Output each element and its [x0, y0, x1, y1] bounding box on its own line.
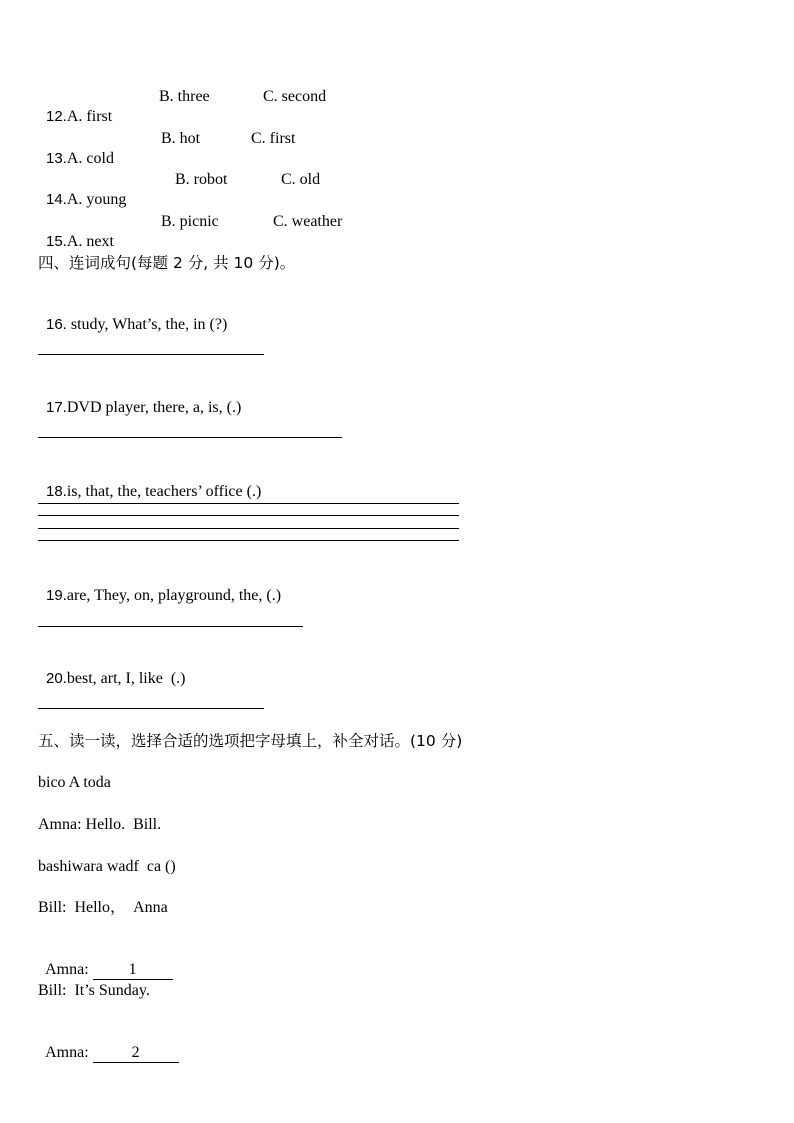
mc-row-15 — [38, 212, 438, 250]
question-number: 14. — [46, 191, 67, 208]
section-5-heading: 五、读一读，选择合适的选项把字母填上，补全对话。(10 分) — [38, 732, 463, 750]
option-a: A. young — [66, 191, 127, 208]
question-number: 17. — [46, 399, 67, 416]
question-17 — [38, 378, 241, 418]
option-b: B. robot — [175, 171, 228, 188]
question-number: 15. — [46, 233, 67, 250]
question-text: study, What’s, the, in (?) — [66, 316, 228, 333]
answer-line[interactable] — [38, 354, 264, 355]
section-4-heading: 四、连词成句(每题 2 分, 共 10 分)。 — [38, 254, 296, 272]
option-b: B. three — [159, 88, 210, 105]
dialogue-line: bico A toda — [38, 774, 111, 791]
option-c: C. old — [281, 171, 321, 188]
dialogue-line: Amna: Hello. Bill. — [38, 816, 162, 833]
question-number: 19. — [46, 587, 67, 604]
mc-row-13 — [38, 129, 438, 167]
question-number: 20. — [46, 670, 67, 687]
mc-row-14 — [38, 170, 438, 208]
answer-blank-1[interactable]: 1 — [93, 961, 173, 980]
question-number: 16. — [46, 316, 67, 333]
mc-row-12 — [38, 87, 438, 125]
answer-blank-2[interactable]: 2 — [93, 1044, 179, 1063]
question-16 — [38, 295, 227, 335]
option-c: C. second — [263, 88, 327, 105]
option-a: A. first — [66, 108, 113, 125]
option-a: A. next — [66, 233, 114, 250]
dialogue-line: bashiwara wadf ca () — [38, 858, 176, 875]
question-text: best, art, I, like (.) — [66, 670, 186, 687]
option-b: B. hot — [161, 130, 201, 147]
answer-line[interactable] — [38, 528, 459, 529]
question-20 — [38, 649, 185, 689]
answer-line[interactable] — [38, 515, 459, 516]
question-text: are, They, on, playground, the, (.) — [66, 587, 282, 604]
question-18 — [38, 462, 261, 502]
dialogue-line: Bill: Hello， Anna — [38, 899, 168, 916]
answer-line[interactable] — [38, 626, 303, 627]
answer-line[interactable] — [38, 708, 264, 709]
question-number: 13. — [46, 150, 67, 167]
answer-line[interactable] — [38, 503, 459, 504]
speaker-label: Amna: — [45, 1044, 93, 1061]
option-c: C. first — [251, 130, 296, 147]
question-number: 12. — [46, 108, 67, 125]
option-a: A. cold — [66, 150, 114, 167]
dialogue-line: Bill: It’s Sunday. — [38, 982, 150, 999]
speaker-label: Amna: — [45, 961, 93, 978]
question-text: DVD player, there, a, is, (.) — [66, 399, 242, 416]
answer-line[interactable] — [38, 540, 459, 541]
answer-line[interactable] — [38, 437, 342, 438]
dialogue-line — [38, 1023, 179, 1063]
dialogue-line — [38, 940, 173, 980]
question-number: 18. — [46, 483, 67, 500]
option-b: B. picnic — [161, 213, 219, 230]
question-19 — [38, 566, 281, 606]
option-c: C. weather — [273, 213, 343, 230]
question-text: is, that, the, teachers’ office (.) — [66, 483, 262, 500]
